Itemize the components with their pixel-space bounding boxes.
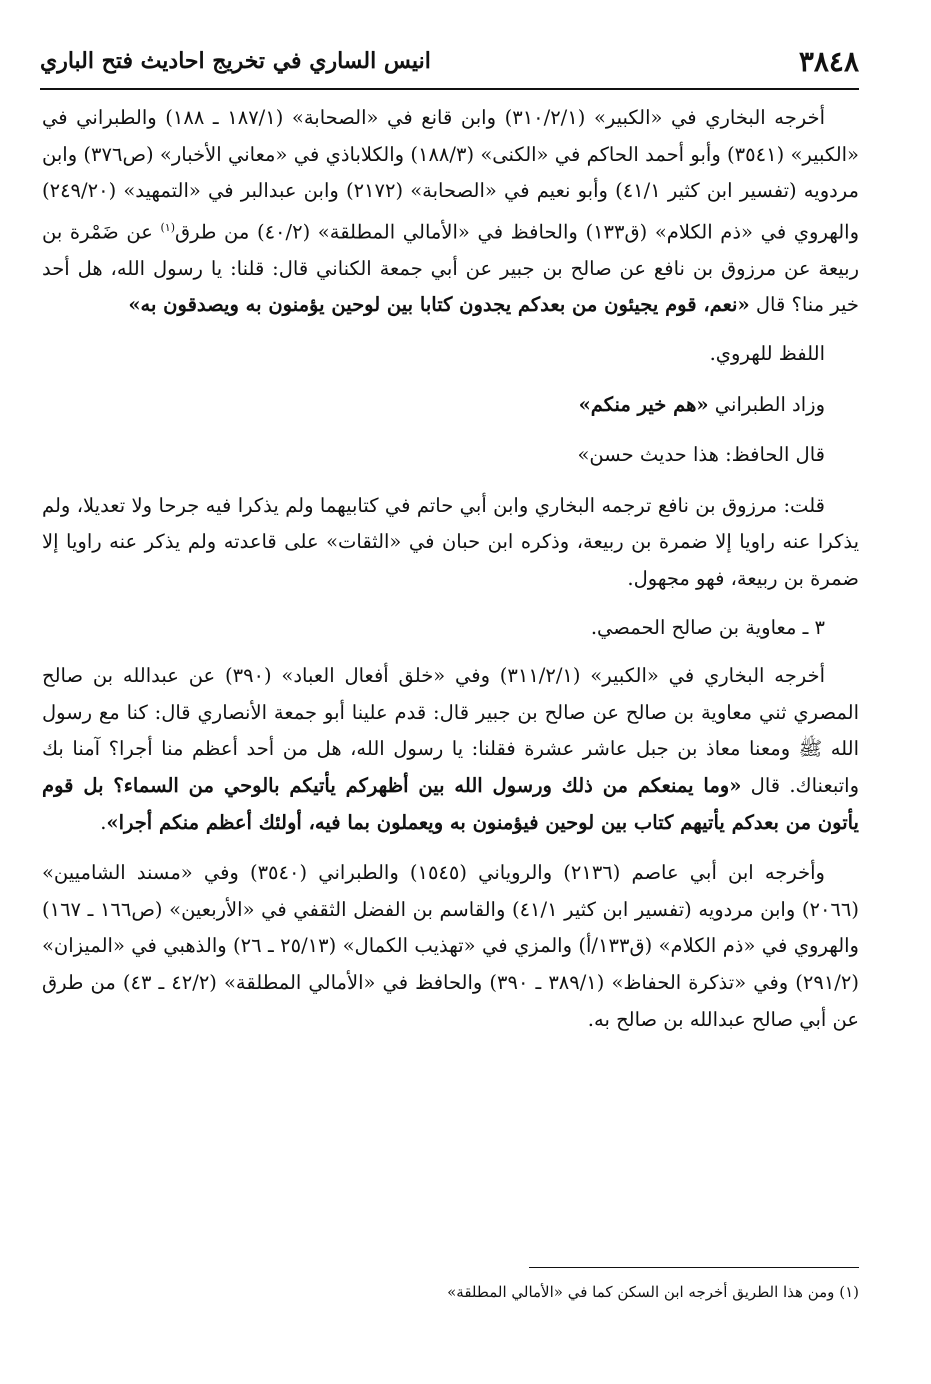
page-number: ٣٨٤٨ bbox=[798, 44, 859, 78]
page-body bbox=[42, 100, 859, 1038]
paragraph-4: قال الحافظ: هذا حديث حسن» bbox=[577, 443, 825, 467]
paragraph-1-text: أخرجه البخاري في «الكبير» (٣١٠/٢/١) وابن قانع في «الصحابة» (١٨٧/١ ـ ١٨٨) والطبراني في «الكبير» (٣٥٤١) وأبو أحمد الحاكم في «الكنى» (١٨٨/٣) والكلاباذي في «معاني الأخبار» (ص٣٧٦) وابن مردويه (تفسير ابن كثير ٤١/١) وأبو نعيم في «الصحابة» (٢١٧٢) وابن عبدالبر في «التمهيد» (٢٤٩/٢٠) والهروي في «ذم الكلام» (ق١٣٣) والحافظ في «الأمالي المطلقة» (٤٠/٢) من طرق bbox=[42, 106, 859, 244]
footnote-number: (١) bbox=[839, 1283, 859, 1301]
hadith-text-1: «نعم، قوم يجيئون من بعدكم يجدون كتابا بين لوحين يؤمنون به ويصدقون به» bbox=[128, 293, 750, 317]
header-rule bbox=[40, 88, 859, 90]
footnote bbox=[42, 1276, 859, 1308]
paragraph-2: اللفظ للهروي. bbox=[709, 342, 825, 366]
paragraph-7 bbox=[42, 658, 859, 841]
section-heading-3: ٣ ـ معاوية بن صالح الحمصي. bbox=[590, 615, 825, 639]
book-title: انيس الساري في تخريج احاديث فتح الباري bbox=[40, 48, 431, 74]
paragraph-1-continued: عن ضَمْرة بن ربيعة عن مرزوق بن نافع عن صالح بن جبير عن أبي جمعة الكناني قال: قلنا: يا رسول الله، هل أحد خير منا؟ قال bbox=[42, 220, 859, 317]
paragraph-7-text: أخرجه البخاري في «الكبير» (٣١١/٢/١) وفي «خلق أفعال العباد» (٣٩٠) عن عبدالله بن صالح المصري ثني معاوية بن صالح عن صالح بن جبير قال: قدم علينا أبو جمعة الأنصاري قال: كنا مع رسول الله ﷺ ومعنا معاذ بن جبل عاشر عشرة فقلنا: يا رسول الله، هل من أحد أعظم منا أجرا؟ آمنا بك واتبعناك. قال bbox=[42, 664, 859, 797]
hadith-text-2: «وما يمنعكم من ذلك ورسول الله بين أظهركم يأتيكم بالوحي من السماء؟ بل قوم يأتون من بعدكم يأتيهم كتاب بين لوحين فيؤمنون به ويعملون بما فيه، أولئك أعظم منكم أجرا» bbox=[42, 774, 859, 834]
paragraph-5: قلت: مرزوق بن نافع ترجمه البخاري وابن أبي حاتم في كتابيهما ولم يذكرا فيه جرحا ولا تعديلا، ولم يذكرا عنه راويا إلا ضمرة بن ربيعة، وذكره ابن حبان في «الثقات» على قاعدته ولم يذكر عنه راويا إلا ضمرة بن ربيعة، فهو مجهول. bbox=[42, 493, 859, 591]
footnote-marker: (١) bbox=[160, 220, 175, 234]
footnote-rule bbox=[529, 1267, 859, 1268]
hadith-addition: «هم خير منكم» bbox=[578, 392, 709, 416]
paragraph-3 bbox=[42, 387, 859, 424]
paragraph-7-end: . bbox=[100, 810, 107, 834]
paragraph-3-prefix: وزاد الطبراني bbox=[708, 392, 825, 416]
footnote-text: ومن هذا الطريق أخرجه ابن السكن كما في «الأمالي المطلقة» bbox=[447, 1283, 835, 1301]
paragraph-1 bbox=[42, 100, 859, 324]
paragraph-8: وأخرجه ابن أبي عاصم (٢١٣٦) والروياني (١٥٤٥) والطبراني (٣٥٤٠) وفي «مسند الشاميين» (٢٠٦٦) وابن مردويه (تفسير ابن كثير ٤١/١) والقاسم بن الفضل الثقفي في «الأربعين» (ص١٦٦ ـ ١٦٧) والهروي في «ذم الكلام» (ق١٣٣/أ) والمزي في «تهذيب الكمال» (٢٥/١٣ ـ ٢٦) والذهبي في «الميزان» (٢٩١/٢) وفي «تذكرة الحفاظ» (٣٨٩/١ ـ ٣٩٠) والحافظ في «الأمالي المطلقة» (٤٢/٢ ـ ٤٣) من طرق عن أبي صالح عبدالله بن صالح به. bbox=[42, 861, 859, 1031]
page-header bbox=[40, 38, 859, 84]
